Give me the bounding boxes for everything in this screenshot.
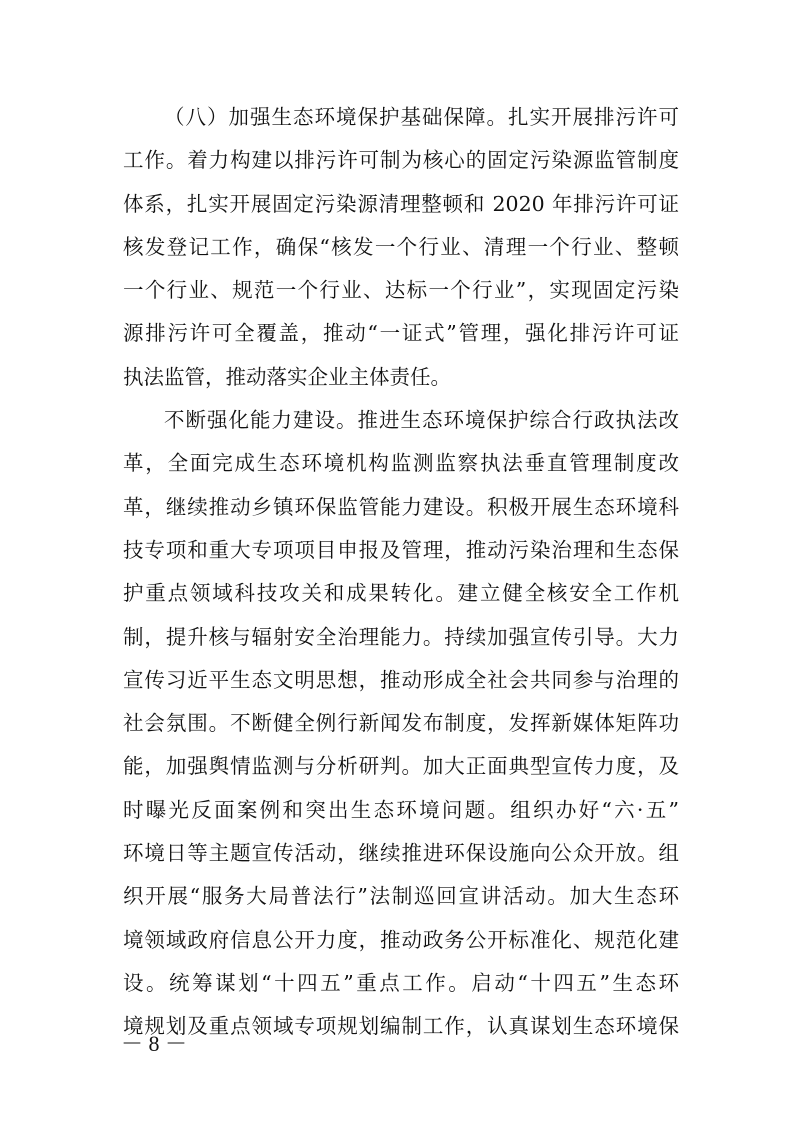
- text-line: 境领域政府信息公开力度，推动政务公开标准化、规范化建: [123, 927, 679, 952]
- text-line: 革，继续推动乡镇环保监管能力建设。积极开展生态环境科: [123, 494, 679, 519]
- text-line: 一个行业、规范一个行业、达标一个行业”，实现固定污染: [123, 278, 679, 303]
- text-line: 执法监管，推动落实企业主体责任。: [123, 364, 451, 389]
- text-line: 源排污许可全覆盖，推动“一证式”管理，强化排污许可证: [123, 321, 679, 346]
- text-line: 境规划及重点领域专项规划编制工作，认真谋划生态环境保: [123, 1014, 679, 1039]
- text-line: 社会氛围。不断健全例行新闻发布制度，发挥新媒体矩阵功: [123, 711, 679, 736]
- text-line: 技专项和重大专项项目申报及管理，推动污染治理和生态保: [123, 537, 679, 562]
- text-line: 护重点领域科技攻关和成果转化。建立健全核安全工作机: [123, 581, 679, 606]
- text-line: 革，全面完成生态环境机构监测监察执法垂直管理制度改: [123, 451, 679, 476]
- text-line: 制，提升核与辐射安全治理能力。持续加强宣传引导。大力: [123, 624, 679, 649]
- text-line: 织开展“服务大局普法行”法制巡回宣讲活动。加大生态环: [123, 884, 679, 909]
- text-line: 能，加强舆情监测与分析研判。加大正面典型宣传力度，及: [123, 754, 679, 779]
- paragraph-basic-guarantee: [123, 96, 679, 399]
- text-line: 核发登记工作，确保“核发一个行业、清理一个行业、整顿: [123, 234, 679, 259]
- text-line: 不断强化能力建设。推进生态环境保护综合行政执法改: [164, 408, 679, 433]
- body-text: [123, 96, 679, 1049]
- text-line: 宣传习近平生态文明思想，推动形成全社会共同参与治理的: [123, 667, 679, 692]
- text-line: 时曝光反面案例和突出生态环境问题。组织办好“六·五”: [123, 797, 679, 822]
- text-line: 设。统筹谋划“十四五”重点工作。启动“十四五”生态环: [123, 970, 679, 995]
- text-line: 环境日等主题宣传活动，继续推进环保设施向公众开放。组: [123, 841, 679, 866]
- paragraph-capacity-building: [123, 399, 679, 1048]
- text-line: 工作。着力构建以排污许可制为核心的固定污染源监管制度: [123, 148, 679, 173]
- page-number: － 8 －: [121, 1031, 188, 1056]
- text-line: 体系，扎实开展固定污染源清理整顿和 2020 年排污许可证: [123, 191, 679, 216]
- text-line: （八）加强生态环境保护基础保障。扎实开展排污许可: [164, 105, 679, 129]
